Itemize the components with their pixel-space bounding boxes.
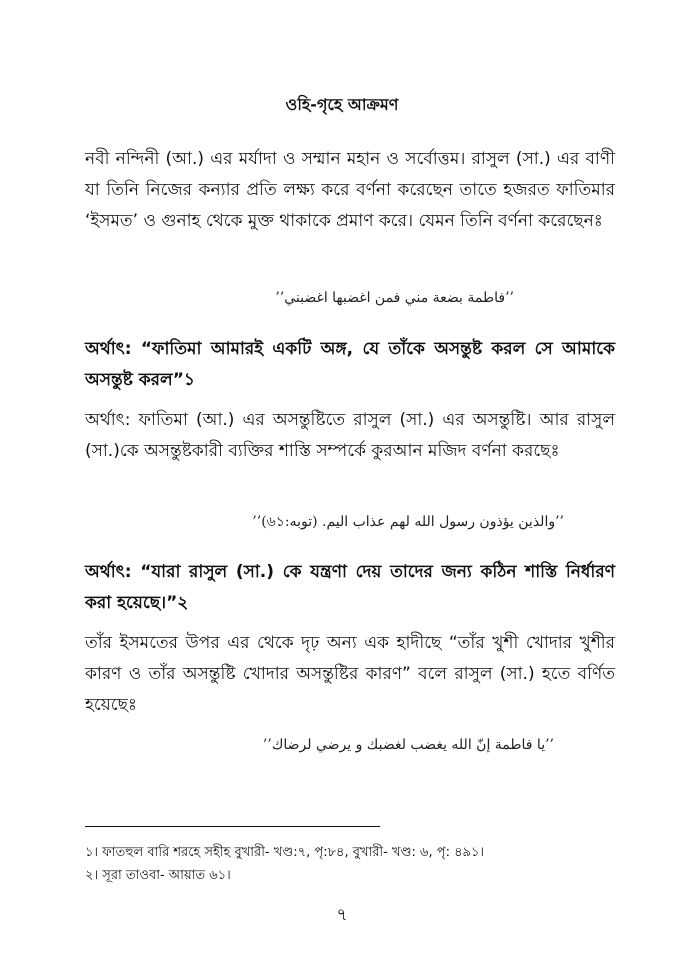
page-number: ৭: [336, 905, 348, 925]
arabic-hadith-2: ’’يا فاطمة إنّ الله يغضب لغضبك و يرضي لرضاك’’: [262, 737, 554, 753]
footnote-1: ১। ফাতহুল বারি শরহে সহীহ বুখারী- খণ্ড:৭, পৃ:৮৪, বুখারী- খণ্ড: ৬, পৃ: ৪৯১।: [85, 845, 485, 860]
page-heading: ওহি-গৃহে আক্রমণ: [285, 95, 399, 114]
paragraph-translation-1: অর্থাৎ: “ফাতিমা আমারই একটি অঙ্গ, যে তাঁকে অসন্তুষ্ট করল সে আমাকে অসন্তুষ্ট করল”১: [85, 339, 615, 390]
arabic-quran-verse: ’’والذين يؤذون رسول الله لهم عذاب اليم. (توبه:৬১)’’: [252, 514, 564, 530]
footnote-divider: [85, 826, 380, 827]
arabic-hadith-1: ’’فاطمة بضعة مني فمن اغضبها اغضبني’’: [275, 290, 514, 306]
footnote-2: ২। সূরা তাওবা- আয়াত ৬১।: [85, 868, 231, 883]
paragraph-hadith-intro: তাঁর ইসমতের উপর এর থেকে দৃঢ় অন্য এক হাদীছে “তাঁর খুশী খোদার খুশীর কারণ ও তাঁর অসন্তুষ্টি খোদার অসন্তুষ্টির কারণ” বলে রাসুল (সা.) হতে বর্ণিত হয়েছেঃ: [85, 633, 615, 715]
paragraph-translation-2: অর্থাৎ: “যারা রাসুল (সা.) কে যন্ত্রণা দেয় তাদের জন্য কঠিন শাস্তি নির্ধারণ করা হয়েছে।”২: [85, 562, 615, 613]
paragraph-explanation: অর্থাৎ: ফাতিমা (আ.) এর অসন্তুষ্টিতে রাসুল (সা.) এর অসন্তুষ্টি। আর রাসুল (সা.)কে অসন্তুষ্টকারী ব্যক্তির শাস্তি সম্পর্কে কুরআন মজিদ বর্ণনা করছেঃ: [85, 410, 615, 461]
paragraph-intro: নবী নন্দিনী (আ.) এর মর্যাদা ও সম্মান মহান ও সর্বোত্তম। রাসুল (সা.) এর বাণী যা তিনি নিজের কন্যার প্রতি লক্ষ্য করে বর্ণনা করেছেন তাতে হজরত ফাতিমার ‘ইসমত’ ও গুনাহ থেকে মুক্ত থাকাকে প্রমাণ করে। যেমন তিনি বর্ণনা করেছেনঃ: [85, 149, 615, 231]
